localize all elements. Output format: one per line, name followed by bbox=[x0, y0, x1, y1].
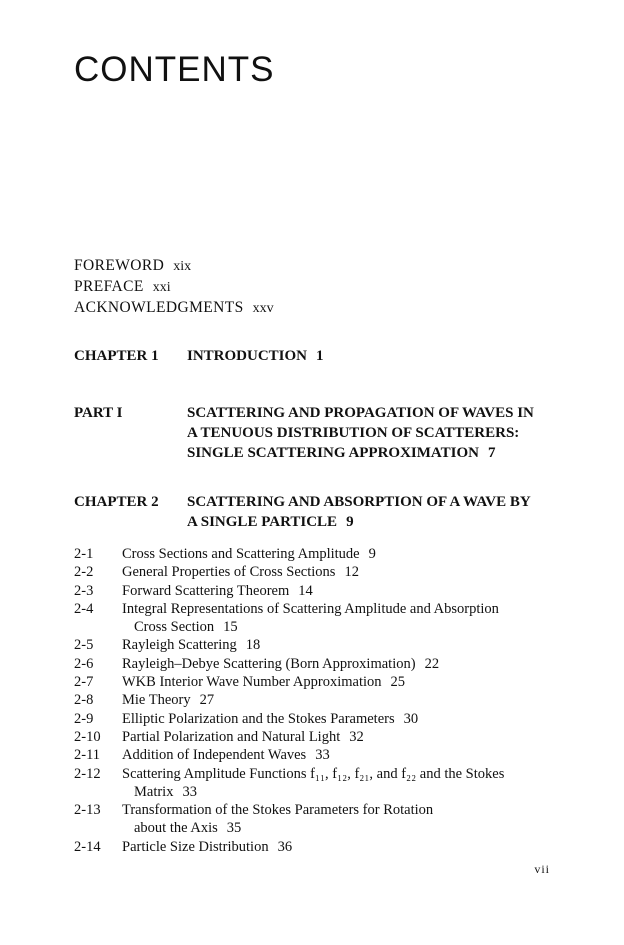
entry-page: 9 bbox=[368, 546, 376, 562]
entry-page: 1 bbox=[316, 348, 324, 364]
section-number: 2-13 bbox=[74, 802, 101, 819]
chapter-title bbox=[187, 346, 597, 366]
entry-page: xix bbox=[173, 259, 192, 274]
title-line: WKB Interior Wave Number Approximation bbox=[122, 674, 382, 691]
section-title bbox=[122, 710, 562, 728]
section-number: 2-12 bbox=[74, 765, 101, 782]
title-line: Cross Sections and Scattering Amplitude bbox=[122, 546, 360, 562]
section-title bbox=[122, 746, 562, 764]
chapter-title bbox=[187, 492, 597, 532]
title-line: Particle Size Distribution bbox=[122, 838, 269, 855]
title-line: Scattering Amplitude Functions f₁₁, f₁₂, f₂₁, and f₂₂ and the Stokes bbox=[122, 765, 505, 782]
entry-page: 25 bbox=[390, 674, 406, 691]
page-number: vii bbox=[534, 862, 550, 876]
title-line: SINGLE SCATTERING APPROXIMATION bbox=[187, 445, 479, 461]
section-title bbox=[122, 728, 562, 746]
entry-page: 18 bbox=[245, 637, 261, 654]
toc-entry-section[interactable] bbox=[74, 728, 562, 746]
entry-page: 33 bbox=[315, 747, 330, 764]
section-number: 2-2 bbox=[74, 564, 94, 581]
toc-entry-section[interactable] bbox=[74, 746, 562, 764]
section-title bbox=[122, 636, 562, 654]
title-line: Cross Section bbox=[134, 619, 215, 636]
section-number: 2-1 bbox=[74, 546, 94, 562]
title-line: Rayleigh Scattering bbox=[122, 637, 237, 654]
entry-page: 32 bbox=[349, 728, 364, 745]
section-title bbox=[122, 801, 562, 838]
toc-entry-section[interactable] bbox=[74, 765, 562, 802]
section-title bbox=[122, 582, 562, 600]
entry-page: 36 bbox=[277, 838, 293, 855]
section-title bbox=[122, 545, 562, 563]
section-title bbox=[122, 600, 562, 637]
title-line: A TENUOUS DISTRIBUTION OF SCATTERERS: bbox=[187, 425, 520, 441]
toc-entry-section[interactable] bbox=[74, 673, 562, 691]
entry-page: 22 bbox=[424, 655, 440, 672]
section-title bbox=[122, 691, 562, 709]
section-number: 2-5 bbox=[74, 637, 94, 654]
toc-entry-section[interactable] bbox=[74, 545, 562, 563]
toc-entry-section[interactable] bbox=[74, 582, 562, 600]
section-title bbox=[122, 765, 562, 802]
entry-label: ACKNOWLEDGMENTS bbox=[74, 299, 244, 316]
front-matter-list bbox=[74, 256, 274, 319]
section-number: 2-6 bbox=[74, 655, 94, 672]
page-heading: CONTENTS bbox=[74, 50, 275, 89]
entry-page: 33 bbox=[182, 783, 197, 800]
title-line: about the Axis bbox=[134, 820, 218, 837]
toc-entry-section[interactable] bbox=[74, 710, 562, 728]
title-line: Transformation of the Stokes Parameters for Rotation bbox=[122, 802, 434, 819]
title-line: A SINGLE PARTICLE bbox=[187, 514, 338, 530]
entry-page: xxv bbox=[252, 301, 274, 316]
part-title bbox=[187, 403, 597, 463]
chapter-label: CHAPTER 1 bbox=[74, 348, 159, 364]
toc-entry-section[interactable] bbox=[74, 801, 562, 838]
entry-page: 27 bbox=[199, 692, 215, 709]
title-line: SCATTERING AND PROPAGATION OF WAVES IN bbox=[187, 405, 534, 421]
title-line: INTRODUCTION bbox=[187, 348, 308, 364]
entry-page: 30 bbox=[403, 710, 419, 727]
title-line: Elliptic Polarization and the Stokes Parameters bbox=[122, 710, 395, 727]
title-line: Forward Scattering Theorem bbox=[122, 582, 290, 599]
entry-page: 15 bbox=[223, 619, 238, 636]
section-title bbox=[122, 838, 562, 856]
title-line: Matrix bbox=[134, 783, 174, 800]
title-line: SCATTERING AND ABSORPTION OF A WAVE BY bbox=[187, 494, 531, 510]
section-number: 2-10 bbox=[74, 728, 101, 745]
toc-entry-section[interactable] bbox=[74, 655, 562, 673]
entry-page: 12 bbox=[344, 564, 359, 581]
section-number: 2-4 bbox=[74, 600, 94, 617]
title-line: Partial Polarization and Natural Light bbox=[122, 728, 341, 745]
toc-entry-section[interactable] bbox=[74, 636, 562, 654]
entry-page: 7 bbox=[488, 445, 496, 461]
section-list bbox=[74, 545, 562, 856]
section-number: 2-3 bbox=[74, 582, 94, 599]
chapter-label: CHAPTER 2 bbox=[74, 494, 159, 510]
entry-page: 9 bbox=[346, 514, 354, 530]
title-line: Integral Representations of Scattering Amplitude and Absorption bbox=[122, 600, 499, 617]
entry-page: 35 bbox=[226, 820, 242, 837]
section-title bbox=[122, 563, 562, 581]
title-line: Addition of Independent Waves bbox=[122, 747, 307, 764]
toc-entry-section[interactable] bbox=[74, 691, 562, 709]
toc-entry-acknowledgments[interactable] bbox=[74, 298, 274, 319]
title-line: General Properties of Cross Sections bbox=[122, 564, 336, 581]
section-number: 2-8 bbox=[74, 692, 94, 709]
section-title bbox=[122, 673, 562, 691]
toc-entry-preface[interactable] bbox=[74, 277, 274, 298]
section-number: 2-11 bbox=[74, 747, 101, 764]
entry-label: PREFACE bbox=[74, 278, 144, 295]
toc-entry-section[interactable] bbox=[74, 563, 562, 581]
section-number: 2-14 bbox=[74, 838, 101, 855]
section-title bbox=[122, 655, 562, 673]
toc-entry-foreword[interactable] bbox=[74, 256, 274, 277]
section-number: 2-9 bbox=[74, 710, 94, 727]
toc-entry-section[interactable] bbox=[74, 600, 562, 637]
entry-page: 14 bbox=[298, 582, 313, 599]
section-number: 2-7 bbox=[74, 674, 94, 691]
title-line: Mie Theory bbox=[122, 692, 191, 709]
title-line: Rayleigh–Debye Scattering (Born Approximation) bbox=[122, 655, 416, 672]
part-label: PART I bbox=[74, 405, 123, 421]
entry-page: xxi bbox=[152, 280, 171, 295]
toc-entry-section[interactable] bbox=[74, 838, 562, 856]
entry-label: FOREWORD bbox=[74, 257, 165, 274]
